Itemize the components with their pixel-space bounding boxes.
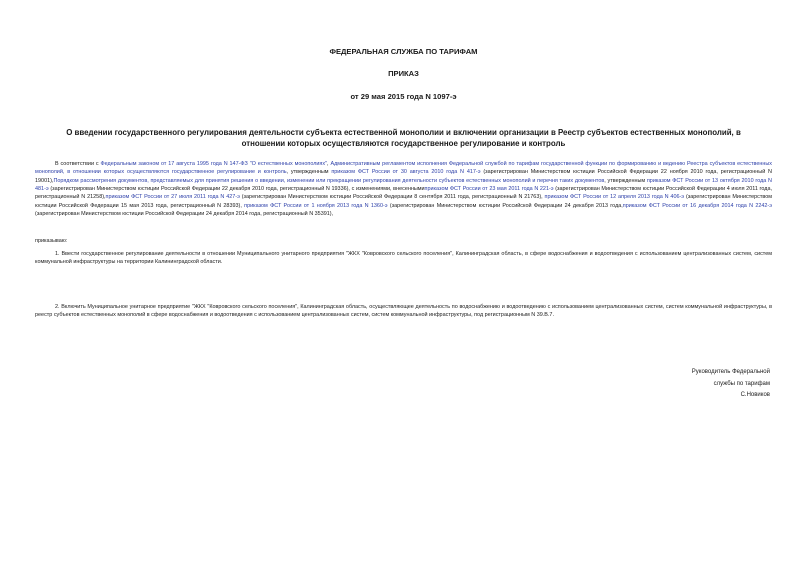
preamble-text: , утвержденным bbox=[604, 177, 647, 184]
link-order-427[interactable]: приказом ФСТ России от 27 июля 2011 года N 427-э bbox=[105, 194, 240, 201]
signature-name: С.Новиков bbox=[740, 392, 770, 398]
preamble-paragraph bbox=[35, 160, 772, 218]
signature-organization: службы по тарифам bbox=[713, 380, 770, 387]
order-word: приказываю: bbox=[35, 238, 68, 244]
preamble-text: , утвержденным bbox=[286, 169, 332, 176]
preamble-text: (зарегистрирован Министерством юстиции Российской Федерации 22 декабря 2010 года, регистрационный N 19336), с изменениями, внесенными bbox=[48, 186, 425, 193]
order-item-2: 2. Включить Муниципальное унитарное предприятие "ЖКХ "Ковровского сельского поселения", Калининградская область, осуществляющее деятельность по водоснабжению и водоотведению с использованием централизованных систем, систем коммунальной инфраструктуры, в реестр субъектов естественных монополий в сфере водоснабжения и водоотведения с использованием централизованных систем, систем коммунальной инфраструктуры, под регистрационным N 39.В.7. bbox=[35, 304, 772, 319]
link-order-417[interactable]: приказом ФСТ России от 30 августа 2010 года N 417-э bbox=[331, 169, 481, 176]
preamble-text: (зарегистрирован Министерством юстиции Российской Федерации 22 ноября 2010 года, регистрационный N 19001), bbox=[35, 169, 772, 184]
organization-heading: ФЕДЕРАЛЬНАЯ СЛУЖБА ПО ТАРИФАМ bbox=[329, 47, 478, 56]
link-order-481[interactable]: приказом ФСТ России от 13 октября 2010 года N 481-э bbox=[35, 177, 772, 193]
preamble-text: , bbox=[327, 161, 331, 167]
preamble-text: (зарегистрирован Министерством юстиции Российской Федерации 4 июля 2011 года, регистрационный N 21258), bbox=[35, 186, 773, 201]
link-order-2242[interactable]: приказом ФСТ России от 16 декабря 2014 года N 2242-э bbox=[622, 202, 772, 209]
preamble-text: (зарегистрирован Министерством юстиции Российской Федерации 15 мая 2013 года, регистрационный N 28393), bbox=[35, 194, 772, 209]
preamble-text: (зарегистрирован Министерством юстиции Российской Федерации 24 декабря 2014 года, регистрационный N 35391), bbox=[35, 211, 334, 218]
preamble-text: (зарегистрирован Министерством юстиции Российской Федерации 24 декабря 2013 года, bbox=[387, 202, 623, 209]
preamble-text: (зарегистрирован Министерством юстиции Российской Федерации 8 сентября 2011 года, регистрационный N 21763), bbox=[239, 194, 545, 201]
link-procedure-documents[interactable]: Порядком рассмотрения документов, представляемых для принятия решения о введении, изменении или прекращении регулирования деятельности субъектов естественных монополий и перечня таких документов bbox=[53, 177, 605, 184]
document-date-number: от 29 мая 2015 года N 1097-э bbox=[350, 92, 457, 101]
signature-block bbox=[610, 367, 770, 402]
signature-position: Руководитель Федеральной bbox=[691, 369, 770, 375]
link-federal-law-147[interactable]: Федеральным законом от 17 августа 1995 года N 147-ФЗ "О естественных монополиях" bbox=[100, 161, 328, 167]
link-order-1360[interactable]: приказом ФСТ России от 1 ноября 2013 года N 1360-э bbox=[244, 202, 388, 209]
order-item-1: 1. Ввести государственное регулирование деятельности в отношении Муниципального унитарного предприятия "ЖКХ "Ковровского сельского поселения", Калининградская область, в сфере водоснабжения и водоотведения с использованием централизованных систем, систем коммунальной инфраструктуры на территории Калининградской области. bbox=[35, 251, 772, 266]
link-admin-regulation[interactable]: Административным регламентом исполнения Федеральной службой по тарифам государственной функции по формированию и ведению Реестра субъектов естественных монополий, в отношении которых осуществляются государственное регулирование и контроль bbox=[35, 161, 772, 176]
link-order-406[interactable]: приказом ФСТ России от 12 апреля 2013 года N 406-э bbox=[544, 194, 685, 201]
document-type-heading: ПРИКАЗ bbox=[388, 69, 419, 78]
link-order-221[interactable]: приказом ФСТ России от 23 мая 2011 года N 221-э bbox=[424, 186, 554, 193]
document-title: О введении государственного регулирования деятельности субъекта естественной монополии и включении организации в Реестр субъектов естественных монополий, в отношении которых осуществляются государственное регулирование и контроль bbox=[66, 128, 741, 148]
preamble-text: В соответствии с bbox=[55, 161, 101, 167]
